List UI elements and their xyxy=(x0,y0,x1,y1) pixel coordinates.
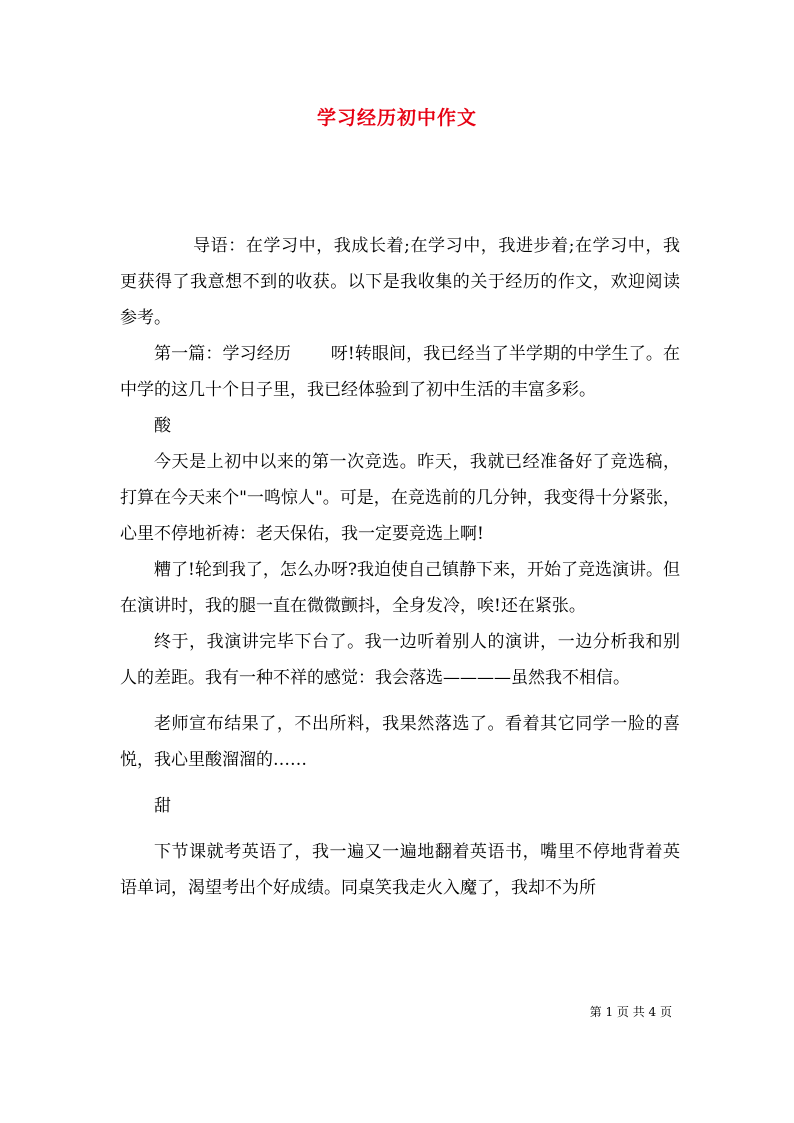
paragraph-english-exam: 下节课就考英语了，我一遍又一遍地翻着英语书，嘴里不停地背着英语单词，渴望考出个好成绩。同桌笑我走火入魔了，我却不为所 xyxy=(120,842,680,898)
paragraph-intro: 导语：在学习中，我成长着;在学习中，我进步着;在学习中，我更获得了我意想不到的收获。以下是我收集的关于经历的作文，欢迎阅读参考。 xyxy=(120,236,680,328)
paragraph-sour-heading: 酸 xyxy=(154,416,171,436)
paragraph-result: 老师宣布结果了，不出所料，我果然落选了。看着其它同学一脸的喜悦，我心里酸溜溜的…… xyxy=(120,714,680,770)
document-body xyxy=(120,228,680,906)
paragraph-first-chapter: 第一篇：学习经历 呀!转眼间，我已经当了半学期的中学生了。在中学的这几十个日子里，我已经体验到了初中生活的丰富多彩。 xyxy=(120,344,680,400)
document-title: 学习经历初中作文 xyxy=(316,107,477,129)
paragraph-speech: 糟了!轮到我了，怎么办呀?我迫使自己镇静下来，开始了竞选演讲。但在演讲时，我的腿一直在微微颤抖，全身发冷，唉!还在紧张。 xyxy=(120,560,680,616)
paragraph-sweet-heading: 甜 xyxy=(154,796,171,816)
paragraph-election: 今天是上初中以来的第一次竞选。昨天，我就已经准备好了竞选稿，打算在今天来个"一鸣惊人"。可是，在竞选前的几分钟，我变得十分紧张，心里不停地祈祷：老天保佑，我一定要竞选上啊! xyxy=(120,452,680,544)
page-number-footer: 第 1 页 共 4 页 xyxy=(589,1005,672,1019)
paragraph-finished: 终于，我演讲完毕下台了。我一边听着别人的演讲，一边分析我和别人的差距。我有一种不祥的感觉：我会落选————虽然我不相信。 xyxy=(120,632,680,688)
